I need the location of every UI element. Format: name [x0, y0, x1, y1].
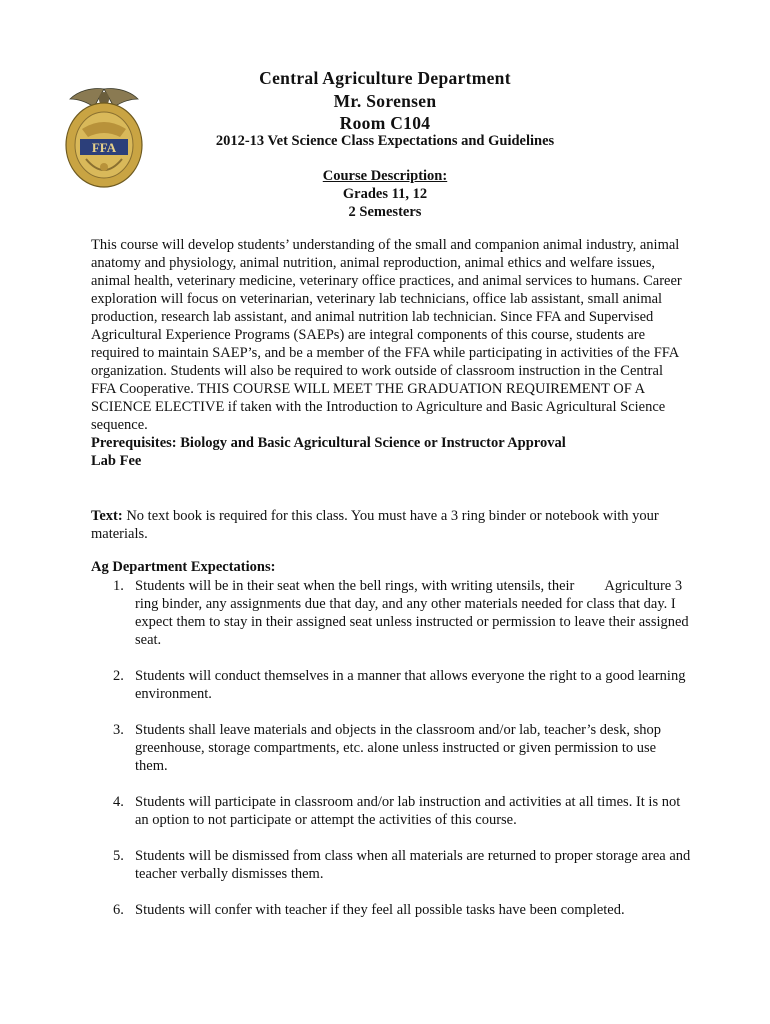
text-body: No text book is required for this class. You must have a 3 ring binder or notebook with your materials. — [91, 508, 659, 542]
course-description — [91, 236, 691, 470]
list-item — [91, 793, 691, 829]
list-item-number: 1. — [113, 578, 124, 594]
list-item-text: Students shall leave materials and objects in the classroom and/or lab, teacher’s desk, shop greenhouse, storage compartments, etc. alone unless instructed or given permission to use them. — [135, 722, 662, 774]
ffa-letters: FFA — [91, 140, 117, 155]
list-item-number: 2. — [113, 668, 124, 684]
text-label: Text: — [91, 508, 123, 524]
list-item-text: Students will be in their seat when the bell rings, with writing utensils, their — [135, 578, 575, 594]
room-number: Room C104 — [339, 113, 431, 133]
course-heading-block — [0, 167, 770, 221]
text-section — [91, 507, 691, 543]
list-item — [91, 847, 691, 883]
list-item-text: Students will participate in classroom and/or lab instruction and activities at all times. It is not an option to not participate or attempt the activities of this course. — [135, 794, 681, 828]
expectations-heading: Ag Department Expectations: — [91, 559, 276, 575]
course-description-heading: Course Description: — [322, 168, 448, 184]
list-item-number: 6. — [113, 902, 124, 918]
list-item-text: Students will confer with teacher if they feel all possible tasks have been completed. — [135, 902, 625, 918]
document-subtitle: 2012-13 Vet Science Class Expectations and Guidelines — [215, 133, 555, 149]
list-item-number: 4. — [113, 794, 124, 810]
list-item-number: 5. — [113, 848, 124, 864]
prerequisites: Prerequisites: Biology and Basic Agricultural Science or Instructor Approval — [91, 435, 566, 451]
teacher-name: Mr. Sorensen — [333, 91, 437, 111]
list-item-text: Students will conduct themselves in a manner that allows everyone the right to a good learning environment. — [135, 668, 686, 702]
list-item — [91, 901, 691, 919]
course-grades: Grades 11, 12 — [342, 186, 428, 202]
list-item-text-continued: Agriculture 3 ring binder, any assignments due that day, and any other materials needed for class that day. I expect them to stay in their assigned seat unless instructed or permission to leave their assigned seat. — [135, 578, 689, 648]
list-item-text: Students will be dismissed from class when all materials are returned to proper storage area and teacher verbally dismisses them. — [135, 848, 691, 882]
course-semesters: 2 Semesters — [348, 204, 422, 220]
expectations-list — [91, 577, 691, 919]
lab-fee: Lab Fee — [91, 453, 142, 469]
list-item — [91, 721, 691, 775]
department-title: Central Agriculture Department — [259, 68, 511, 88]
list-item — [91, 667, 691, 703]
list-item-number: 3. — [113, 722, 124, 738]
course-description-text: This course will develop students’ understanding of the small and companion animal industry, animal anatomy and physiology, animal nutrition, animal reproduction, animal ethics and welfare issues, animal health, veterinary medicine, veterinary office practices, and animal services to humans. Career exploration will focus on veterinarian, veterinary lab technicians, office lab assistant, small animal production, research lab assistant, and animal nutrition lab technician. Since FFA and Supervised Agricultural Experience Programs (SAEPs) are integral components of this course, students are required to maintain SAEP’s, and be a member of the FFA while participating in activities of the FFA organization. Students will also be required to work outside of classroom instruction in the Central FFA Cooperative. THIS COURSE WILL MEET THE GRADUATION REQUIREMENT OF A SCIENCE ELECTIVE if taken with the Introduction to Agriculture and Basic Agricultural Science sequence. — [91, 237, 682, 433]
list-item — [91, 577, 691, 649]
